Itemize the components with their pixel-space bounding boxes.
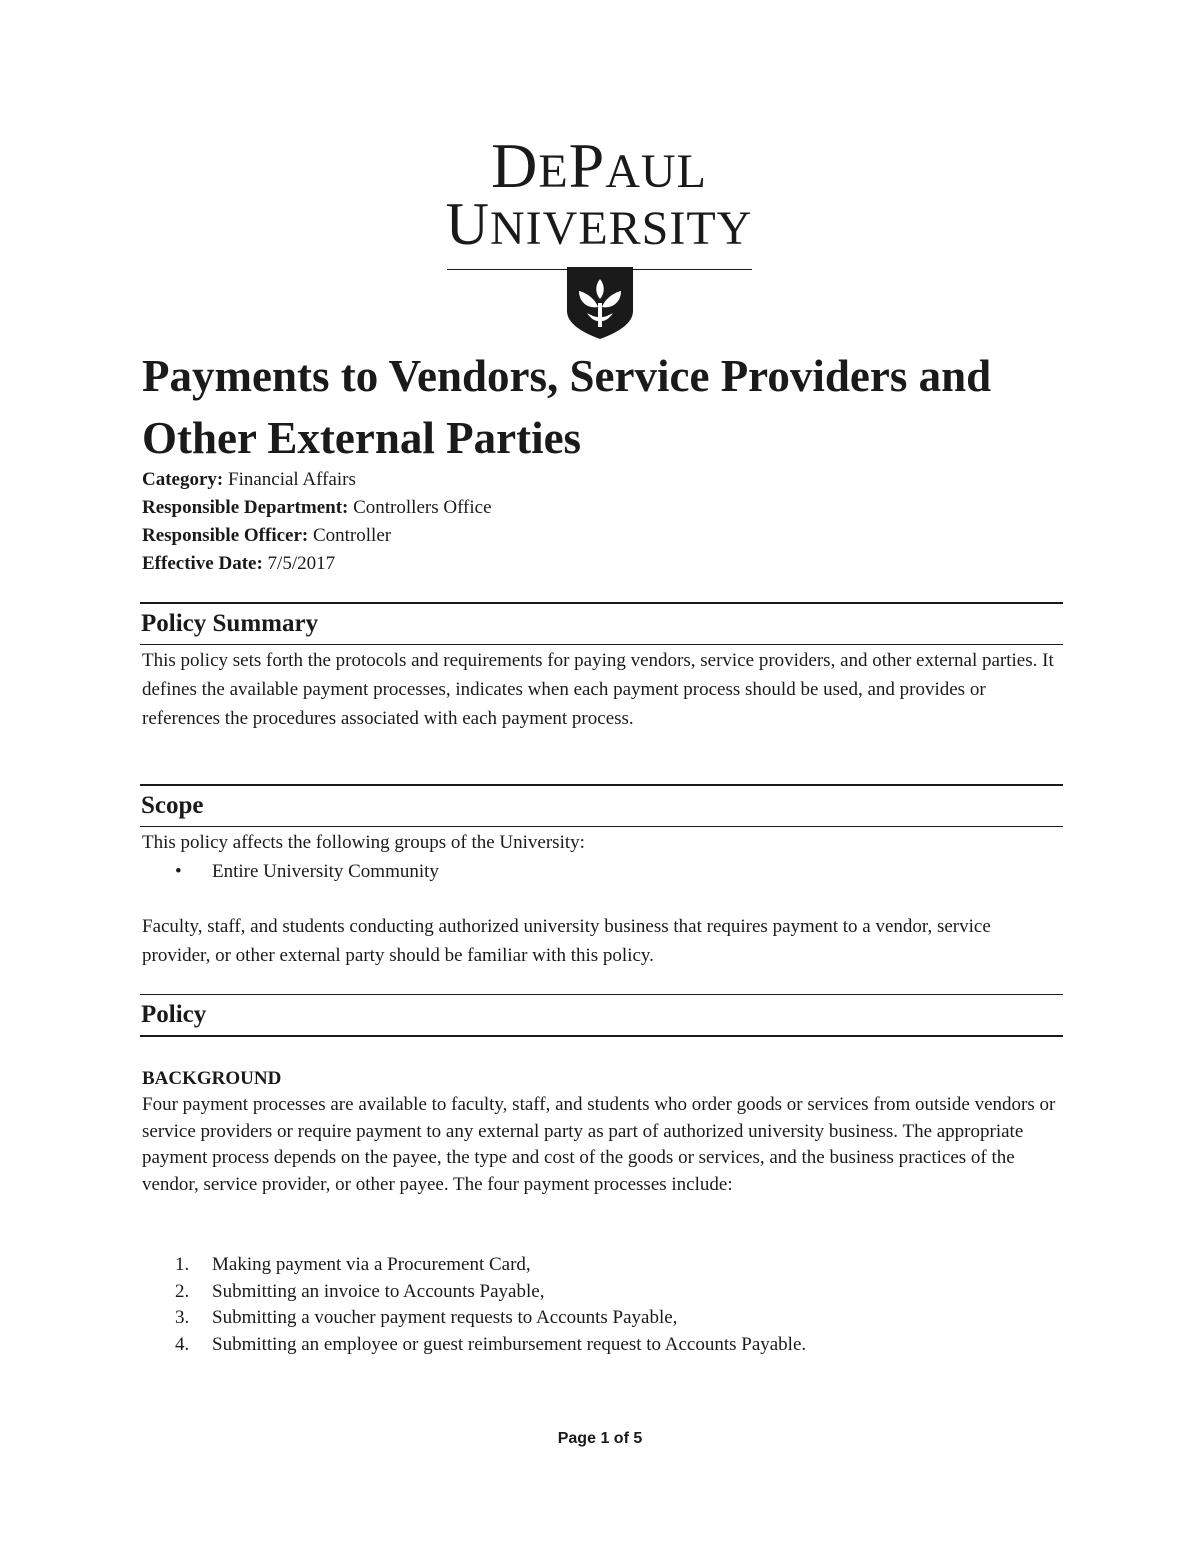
page-number-total: 5 (633, 1430, 643, 1447)
meta-responsible-officer: Responsible Officer: Controller (142, 525, 392, 546)
page-title: Payments to Vendors, Service Providers and Other External Parties (142, 351, 992, 463)
list-item: 4. Submitting an employee or guest reimbursement request to Accounts Payable. (175, 1333, 807, 1355)
section-heading-policy: Policy (140, 994, 1063, 1037)
scope-body-text: Faculty, staff, and students conducting authorized university business that requires payment to a vendor, service provider, or other external party should be familiar with this policy. (142, 916, 991, 966)
logo-wordmark-line1: DEPAUL (491, 130, 707, 201)
shield-icon (565, 265, 635, 341)
page-footer (0, 1430, 1200, 1448)
meta-effective-date: Effective Date: 7/5/2017 (142, 553, 336, 574)
payment-process-list (142, 1252, 806, 1358)
list-item: 3. Submitting a voucher payment requests to Accounts Payable, (175, 1307, 678, 1328)
scope-intro-text: This policy affects the following groups of the University: (142, 832, 585, 853)
list-item: 2. Submitting an invoice to Accounts Payable, (175, 1280, 545, 1302)
scope-group-list (142, 857, 439, 886)
list-item: • Entire University Community (142, 857, 439, 886)
logo-wordmark-line2: UNIVERSITY (445, 191, 753, 257)
section-heading-policy-summary: Policy Summary (140, 602, 1063, 645)
policy-summary-text: This policy sets forth the protocols and requirements for paying vendors, service providers, and other external parties. It defines the available payment processes, indicates when each payment process should be used, and provides or references the procedures associated with each payment process. (142, 650, 1054, 729)
meta-category: Category: Financial Affairs (142, 469, 356, 490)
page-number-label: Page (557, 1430, 596, 1447)
policy-metadata (142, 466, 1042, 578)
background-heading: BACKGROUND (142, 1068, 282, 1089)
background-text: Four payment processes are available to faculty, staff, and students who order goods or services from outside vendors or service providers or require payment to any external party as part of authorized university business. The appropriate payment process depends on the payee, the type and cost of the goods or services, and the business practices of the vendor, service provider, or other payee. The four payment processes include: (142, 1094, 1056, 1195)
list-item: 1. Making payment via a Procurement Card, (175, 1254, 531, 1275)
section-heading-scope: Scope (140, 784, 1063, 827)
university-logo (444, 130, 754, 270)
page-number-of: of (613, 1430, 629, 1447)
page-number-current: 1 (600, 1430, 610, 1447)
bullet-icon: • (175, 861, 182, 882)
meta-responsible-department: Responsible Department: Controllers Office (142, 497, 492, 518)
